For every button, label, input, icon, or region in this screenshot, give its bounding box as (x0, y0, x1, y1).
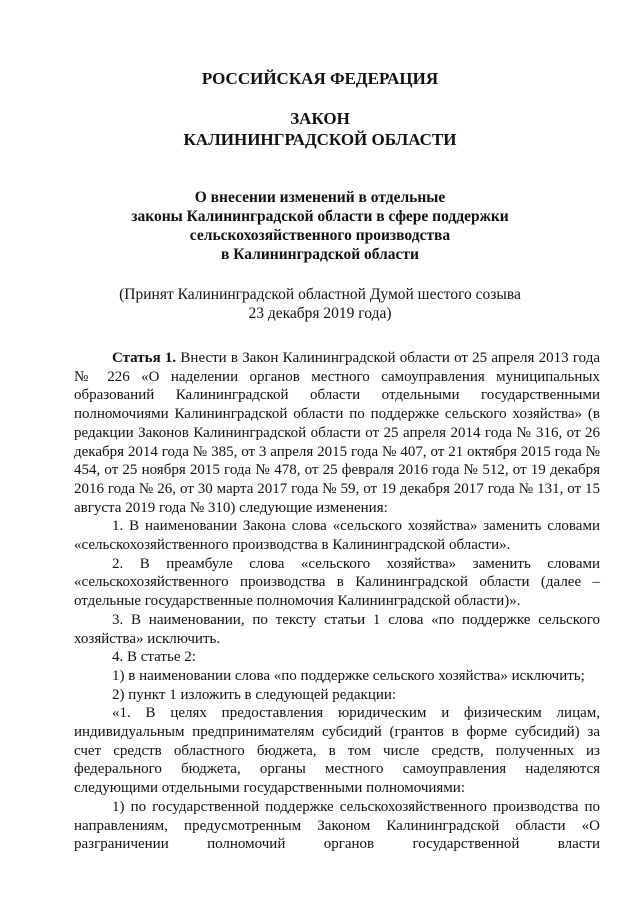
item-2: 2. В преамбуле слова «сельского хозяйства» заменить словами «сельскохозяйственного производства в Калининградской области (далее – отдельные государственные полномочия Калининградской области)». (74, 555, 600, 610)
federation-heading: РОССИЙСКАЯ ФЕДЕРАЦИЯ (201, 69, 439, 88)
region-heading: КАЛИНИНГРАДСКОЙ ОБЛАСТИ (183, 130, 457, 149)
item-1: 1. В наименовании Закона слова «сельского хозяйства» заменить словами «сельскохозяйственного производства в Калининградской области». (74, 518, 600, 554)
quoted-point-1: «1. В целях предоставления юридическим и физическим лицам, индивидуальным предпринимателям субсидий (грантов в форме субсидий) за счет средств областного бюджета, в том числе средств, полученных из федерального бюджета, органы местного самоуправления наделяются следующими отдельными государственными полномочиями: (74, 705, 600, 797)
law-body (74, 349, 600, 854)
law-title-line-4: в Калининградской области (221, 246, 419, 263)
law-type-heading: ЗАКОН (290, 109, 350, 128)
item-3: 3. В наименовании, по тексту статьи 1 слова «по поддержке сельского хозяйства» исключить. (74, 611, 600, 647)
item-4: 4. В статье 2: (112, 649, 196, 666)
law-title-line-3: сельскохозяйственного производства (189, 227, 451, 244)
quoted-subpoint-1: 1) по государственной поддержке сельскохозяйственного производства по направлениям, предусмотренным Законом Калининградской области «О разграничении полномочий органов государственной власти (74, 798, 600, 853)
law-title-line-1: О внесении изменений в отдельные (194, 189, 446, 206)
article-1-text: Внести в Закон Калининградской области от 25 апреля 2013 года № 226 «О наделении органов местного самоуправления муниципальных образований Калининградской области отдельными государственными полномочиями Калининградской области по поддержке сельского хозяйства» (в редакции Законов Калининградской области от 25 апреля 2014 года № 316, от 26 декабря 2014 года № 385, от 3 апреля 2015 года № 407, от 21 октября 2015 года № 454, от 25 ноября 2015 года № 478, от 25 февраля 2016 года № 512, от 19 декабря 2016 года № 26, от 30 марта 2017 года № 59, от 19 декабря 2017 года № 131, от 15 августа 2019 года № 310) следующие изменения: (74, 350, 600, 516)
article-1-paragraph (74, 349, 600, 517)
item-4-sub-2: 2) пункт 1 изложить в следующей редакции: (112, 686, 397, 703)
adoption-note-line-2: 23 декабря 2019 года) (248, 305, 392, 322)
law-title-line-2: законы Калининградской области в сфере поддержки (131, 208, 509, 225)
item-4-sub-1: 1) в наименовании слова «по поддержке сельского хозяйства» исключить; (112, 667, 585, 684)
article-1-label: Статья 1. (112, 350, 177, 366)
adoption-note-line-1: (Принят Калининградской областной Думой шестого созыва (119, 286, 521, 303)
